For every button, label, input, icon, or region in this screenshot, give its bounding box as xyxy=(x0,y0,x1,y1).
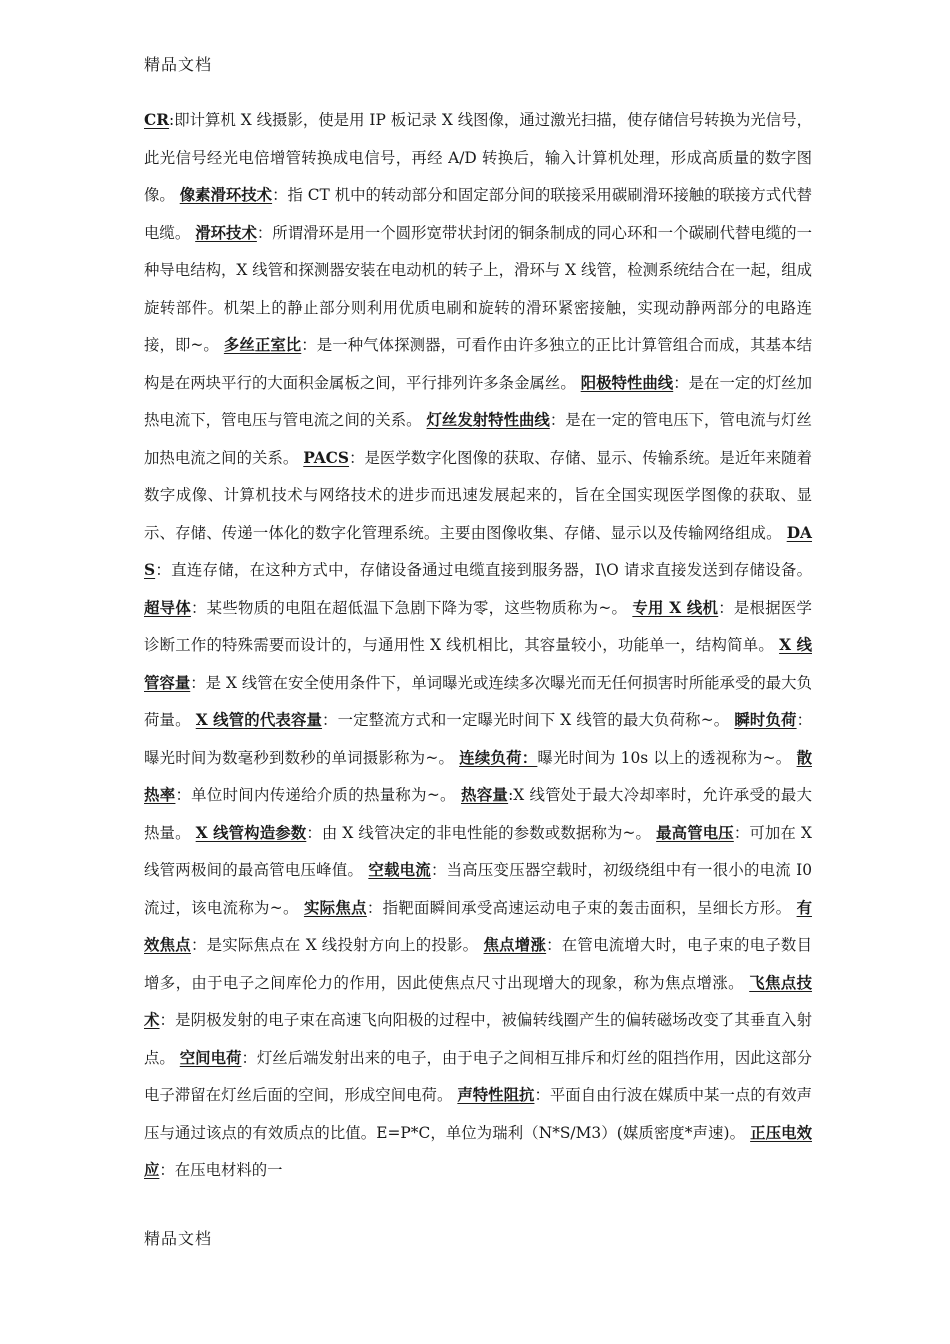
page-header: 精品文档 xyxy=(144,55,213,74)
definition-heat-dissipation: ：单位时间内传递给介质的热量称为~。 xyxy=(175,786,456,804)
term-superconductor: 超导体 xyxy=(144,598,191,617)
definition-effective-focus: ：是实际焦点在 X 线投射方向上的投影。 xyxy=(190,936,479,954)
definition-das: ：直连存储，在这种方式中，存储设备通过电缆直接到服务器，I\O 请求直接发送到存储设备。 xyxy=(155,561,812,579)
term-effective-focus: 有效焦点 xyxy=(144,898,812,954)
definition-acoustic-impedance: ：平面自由行波在媒质中某一点的有效声压与通过该点的有效质点的比值。E=P*C，单位为瑞利（N*S/M3）(媒质密度*声速)。 xyxy=(144,1086,812,1142)
definition-cr: :即计算机 X 线摄影，使是用 IP 板记录 X 线图像，通过激光扫描，使存储信号转换为光信号，此光信号经光电倍增管转换成电信号，再经 A/D 转换后，输入计算机处理，形成高质量的数字图像。 xyxy=(144,111,812,204)
term-instant-load: 瞬时负荷 xyxy=(734,711,797,729)
definition-slip-ring: ：所谓滑环是用一个圆形宽带状封闭的铜条制成的同心环和一个碳刷代替电缆的一种导电结构，X 线管和探测器安装在电动机的转子上，滑环与 X 线管，检测系统结合在一起，组成旋转部件。机架上的静止部分则利用优质电刷和旋转的滑环紧密接触，实现动静两部分的电路连接，即~。 xyxy=(144,223,812,354)
term-continuous-load: 连续负荷： xyxy=(459,748,538,767)
term-piezoelectric: 正压电效应 xyxy=(144,1123,812,1179)
definition-heat-capacity: :X 线管处于最大冷却率时，允许承受的最大热量。 xyxy=(144,786,812,842)
definition-pacs: ：是医学数字化图像的获取、存储、显示、传输系统。是近年来随着数字成像、计算机技术与网络技术的进步而迅速发展起来的，旨在全国实现医学图像的获取、显示、存储、传递一体化的数字化管理系统。主要由图像收集、存储、显示以及传输网络组成。 xyxy=(144,448,812,542)
term-pacs: PACS xyxy=(303,448,350,467)
term-filament-curve: 灯丝发射特性曲线 xyxy=(426,411,550,429)
term-tube-capacity: X 线管容量 xyxy=(144,636,812,692)
term-actual-focus: 实际焦点 xyxy=(303,898,367,917)
definition-construction-params: ：由 X 线管决定的非电性能的参数或数据称为~。 xyxy=(306,823,652,842)
term-max-voltage: 最高管电压 xyxy=(656,823,734,842)
definition-flying-focus: ：是阴极发射的电子束在高速飞向阳极的过程中，被偏转线圈产生的偏转磁场改变了其垂直入射点。 xyxy=(144,1011,812,1067)
definition-anode-curve: ：是在一定的灯丝加热电流下，管电压与管电流之间的关系。 xyxy=(144,373,812,429)
term-no-load-current: 空载电流 xyxy=(368,861,431,879)
definition-dedicated-xray: ：是根据医学诊断工作的特殊需要而设计的，与通用性 X 线机相比，其容量较小，功能单一，结构简单。 xyxy=(144,598,812,654)
document-body xyxy=(144,102,812,1190)
term-cr: CR xyxy=(144,111,170,129)
term-pixel-slip-ring: 像素滑环技术 xyxy=(179,186,273,204)
term-space-charge: 空间电荷 xyxy=(179,1048,242,1067)
term-anode-curve: 阳极特性曲线 xyxy=(580,373,674,392)
definition-instant-load: ：曝光时间为数毫秒到数秒的单词摄影称为~。 xyxy=(144,711,812,767)
definition-piezoelectric: ：在压电材料的一 xyxy=(159,1161,283,1179)
definition-pixel-slip-ring: ：指 CT 机中的转动部分和固定部分间的联接采用碳刷滑环接触的联接方式代替电缆。 xyxy=(144,186,812,242)
definition-tube-capacity: ：是 X 线管在安全使用条件下，单词曝光或连续多次曝光而无任何损害时所能承受的最大负荷量。 xyxy=(144,673,812,729)
definition-multiwire-chamber: ：是一种气体探测器，可看作由许多独立的正比计算管组合而成，其基本结构是在两块平行的大面积金属板之间，平行排列许多条金属丝。 xyxy=(144,336,812,392)
definition-max-voltage: ：可加在 X 线管两极间的最高管电压峰值。 xyxy=(144,823,812,879)
term-heat-dissipation: 散热率 xyxy=(144,748,812,804)
term-heat-capacity: 热容量 xyxy=(460,786,509,804)
definition-superconductor: ：某些物质的电阻在超低温下急剧下降为零，这些物质称为~。 xyxy=(191,598,628,617)
definition-filament-curve: ：是在一定的管电压下，管电流与灯丝加热电流之间的关系。 xyxy=(144,411,812,467)
definition-actual-focus: ：指靶面瞬间承受高速运动电子束的轰击面积，呈细长方形。 xyxy=(366,898,792,917)
term-slip-ring: 滑环技术 xyxy=(195,223,257,242)
term-acoustic-impedance: 声特性阻抗 xyxy=(457,1086,535,1104)
definition-continuous-load: 曝光时间为 10s 以上的透视称为~。 xyxy=(537,748,792,767)
definition-representative-capacity: ：一定整流方式和一定曝光时间下 X 线管的最大负荷称~。 xyxy=(322,711,730,729)
term-multiwire-chamber: 多丝正室比 xyxy=(223,336,302,354)
term-construction-params: X 线管构造参数 xyxy=(195,823,307,842)
term-das: DAS xyxy=(144,523,812,579)
term-flying-focus: 飞焦点技术 xyxy=(144,973,812,1029)
term-focus-blooming: 焦点增涨 xyxy=(483,936,547,954)
page-footer: 精品文档 xyxy=(144,1229,213,1248)
definition-focus-blooming: ：在管电流增大时，电子束的电子数目增多，由于电子之间库伦力的作用，因此使焦点尺寸出现增大的现象，称为焦点增涨。 xyxy=(144,936,812,992)
definition-no-load-current: ：当高压变压器空载时，初级绕组中有一很小的电流 I0 流过，该电流称为~。 xyxy=(144,861,812,917)
term-dedicated-xray: 专用 X 线机 xyxy=(632,598,719,617)
term-representative-capacity: X 线管的代表容量 xyxy=(195,711,323,729)
definition-space-charge: ：灯丝后端发射出来的电子，由于电子之间相互排斥和灯丝的阻挡作用，因此这部分电子滞留在灯丝后面的空间，形成空间电荷。 xyxy=(144,1048,812,1104)
